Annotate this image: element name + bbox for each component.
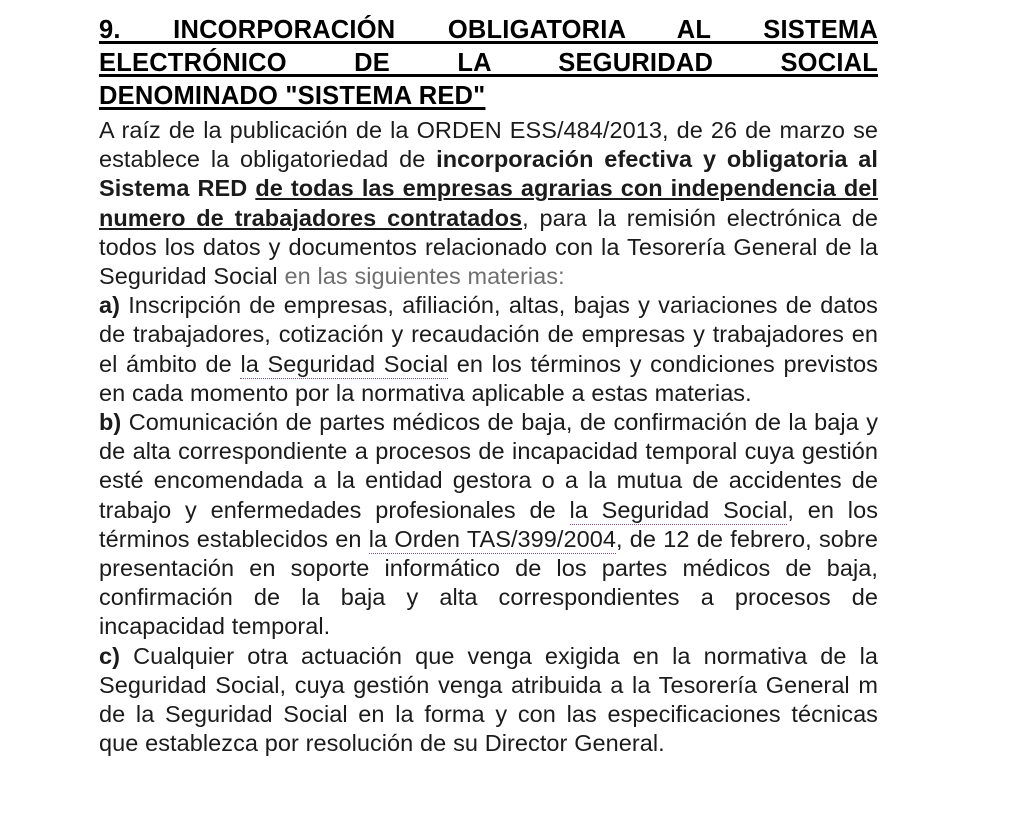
heading-line-1: 9. INCORPORACIÓN OBLIGATORIA AL SISTEMA	[99, 16, 878, 44]
intro-paragraph	[99, 116, 878, 291]
list-marker-a: a)	[99, 292, 120, 319]
item-a-text-part-2: en los términos y condiciones previstos en cada momento por la normativa aplicable a estas materias.	[99, 350, 878, 406]
heading-line-2: ELECTRÓNICO DE LA SEGURIDAD SOCIAL	[99, 49, 878, 77]
intro-text-part-2: , para la remisión electrónica de todos los datos y documentos relacionado con la Tesorería General de la Seguridad Social	[99, 204, 878, 290]
item-b-spellcheck-phrase-2: la Orden TAS/399/2004	[368, 525, 616, 552]
item-b-text-part-3: , de 12 de febrero, sobre presentación en soporte informático de los partes médicos de baja, confirmación de la baja y alta correspondientes a procesos de incapacidad temporal.	[99, 525, 878, 640]
section-heading	[99, 14, 878, 113]
item-c-text: Cualquier otra actuación que venga exigida en la normativa de la Seguridad Social, cuya gestión venga atribuida a la Tesorería General m de la Seguridad Social en la forma y con las especificaciones técnicas que establezca por resolución de su Director General.	[99, 642, 878, 757]
list-marker-c: c)	[99, 642, 120, 669]
list-item-c	[99, 642, 878, 759]
list-item-b	[99, 408, 878, 642]
intro-bold-phrase: incorporación efectiva y obligatoria al Sistema RED	[99, 146, 878, 202]
item-a-spellcheck-phrase: la Seguridad Social	[240, 350, 449, 377]
list-marker-b: b)	[99, 409, 122, 436]
intro-text-part-1: A raíz de la publicación de la ORDEN ESS/484/2013, de 26 de marzo se establece la obligatoriedad de	[99, 117, 878, 173]
document-text-column	[99, 14, 878, 758]
item-b-text-part-2: , en los términos establecidos en	[99, 496, 878, 552]
intro-bold-underlined-phrase: de todas las empresas agrarias con independencia del numero de trabajadores contratados	[99, 175, 878, 231]
intro-gray-phrase: en las siguientes materias:	[284, 263, 565, 290]
item-a-text-part-1: Inscripción de empresas, afiliación, altas, bajas y variaciones de datos de trabajadores, cotización y recaudación de empresas y trabajadores en el ámbito de	[99, 292, 878, 377]
item-b-text-part-1: Comunicación de partes médicos de baja, de confirmación de la baja y de alta correspondiente a procesos de incapacidad temporal cuya gestión esté encomendada a la entidad gestora o a la mutua de accidentes de trabajo y enfermedades profesionales de	[99, 409, 878, 523]
list-item-a	[99, 291, 878, 408]
item-b-spellcheck-phrase-1: la Seguridad Social	[569, 496, 788, 523]
heading-line-3: DENOMINADO "SISTEMA RED"	[99, 82, 486, 110]
